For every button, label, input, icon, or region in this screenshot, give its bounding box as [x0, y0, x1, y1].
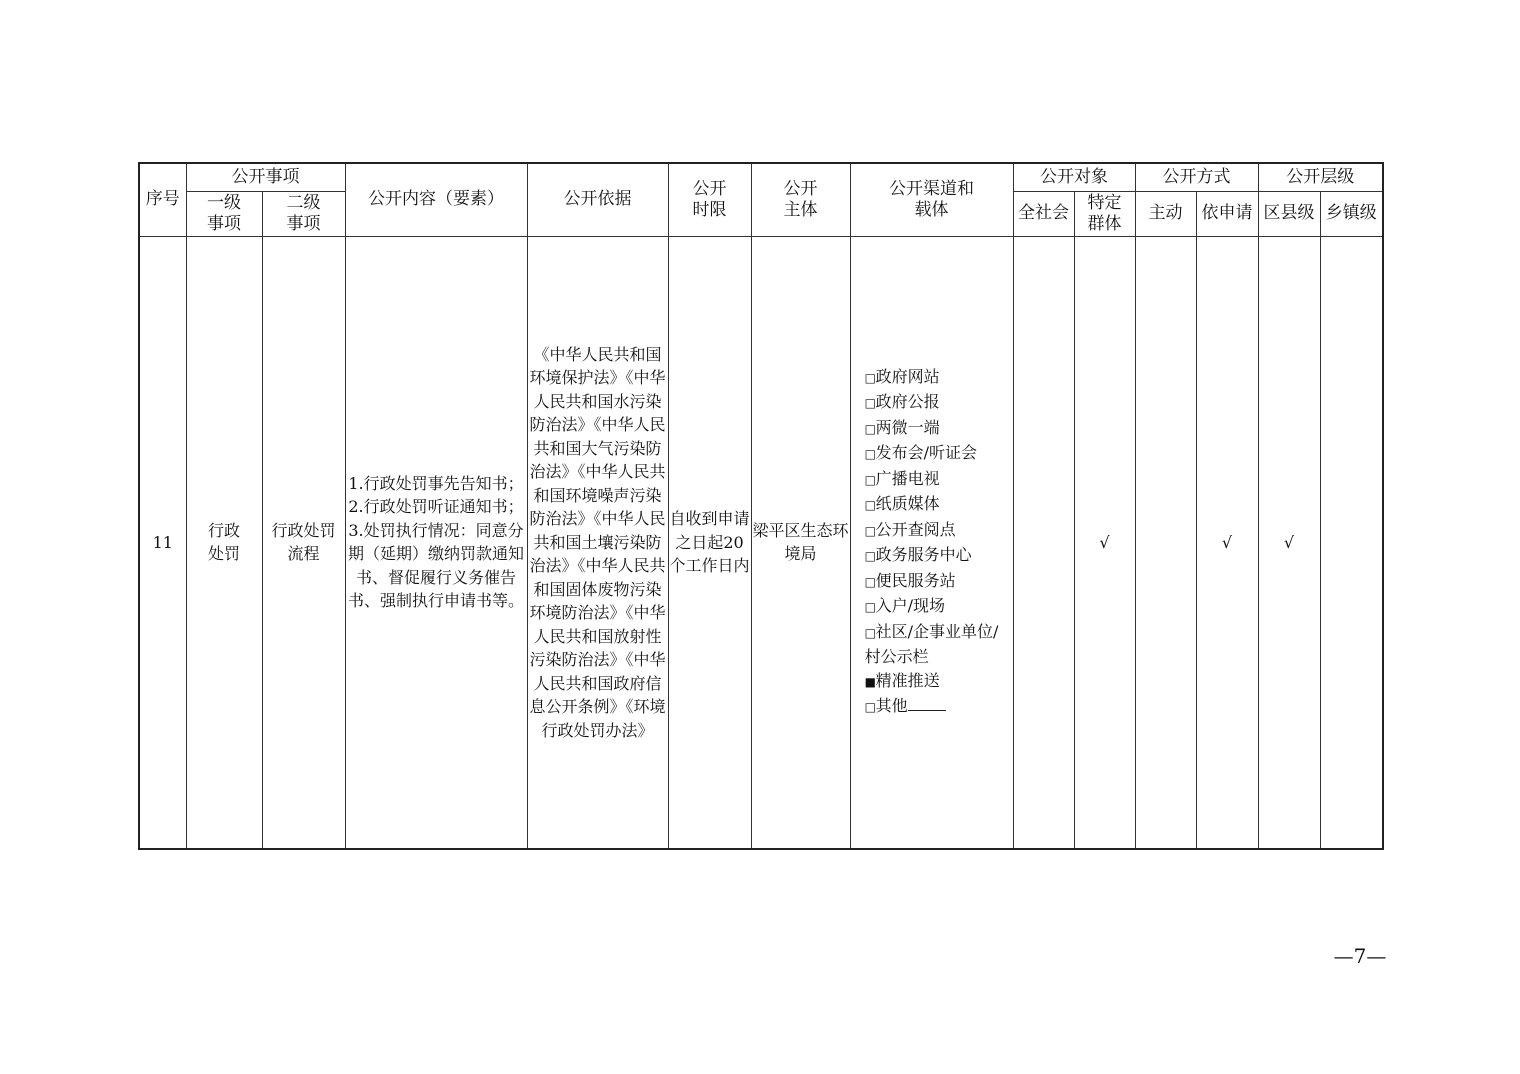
unchecked-box-icon: □	[864, 370, 876, 385]
channel-item	[865, 569, 999, 595]
unchecked-box-icon: □	[864, 700, 876, 715]
channel-label: 纸质媒体	[875, 494, 940, 514]
unchecked-box-icon: □	[864, 600, 876, 615]
channel-item	[865, 543, 999, 569]
channel-label: 入户/现场	[875, 596, 945, 616]
row-level1: 行政 处罚	[186, 236, 262, 849]
unchecked-box-icon: □	[864, 574, 876, 589]
header-level-district: 区县级	[1258, 191, 1320, 236]
header-method-request: 依申请	[1196, 191, 1258, 236]
row-content: 1.行政处罚事先告知书； 2.行政处罚听证通知书； 3.处罚执行情况：同意分期（延期）缴纳罚款通知书、督促履行义务催告书、强制执行申请书等。	[345, 236, 527, 849]
table-row	[139, 236, 1383, 849]
channel-list	[865, 365, 999, 720]
header-item-level1: 一级 事项	[186, 191, 262, 236]
channel-label: 公开查阅点	[875, 519, 956, 539]
fill-in-blank	[908, 696, 946, 711]
channel-item	[865, 620, 999, 646]
channel-label: 两微一端	[875, 417, 940, 437]
channel-label: 其他	[875, 696, 908, 716]
channel-item	[865, 669, 999, 695]
unchecked-box-icon: □	[864, 396, 876, 411]
header-content: 公开内容（要素）	[345, 163, 527, 236]
header-item-group: 公开事项	[186, 163, 345, 191]
channel-label: 精准推送	[875, 670, 940, 690]
header-target-group: 公开对象	[1013, 163, 1135, 191]
header-target-specific: 特定 群体	[1074, 191, 1135, 236]
row-level-township	[1320, 236, 1383, 849]
channel-label: 政府公报	[875, 392, 940, 412]
unchecked-box-icon: □	[864, 498, 876, 513]
header-level-group: 公开层级	[1258, 163, 1383, 191]
row-channels	[850, 236, 1013, 849]
channel-label: 政府网站	[875, 366, 940, 386]
unchecked-box-icon: □	[864, 421, 876, 436]
unchecked-box-icon: □	[864, 523, 876, 538]
checked-box-icon: ■	[864, 674, 876, 689]
row-level-district-check: √	[1258, 236, 1320, 849]
channel-label: 广播电视	[875, 468, 940, 488]
header-method-active: 主动	[1135, 191, 1196, 236]
channel-item	[865, 694, 999, 720]
row-target-all	[1013, 236, 1074, 849]
header-method-group: 公开方式	[1135, 163, 1258, 191]
row-time-limit: 自收到申请之日起20个工作日内	[668, 236, 751, 849]
channel-label: 政务服务中心	[875, 545, 972, 565]
header-subject: 公开 主体	[751, 163, 850, 236]
unchecked-box-icon: □	[864, 625, 876, 640]
channel-item	[865, 441, 999, 467]
header-item-level2: 二级 事项	[262, 191, 345, 236]
header-level-township: 乡镇级	[1320, 191, 1383, 236]
channel-item	[865, 645, 999, 669]
header-target-all: 全社会	[1013, 191, 1074, 236]
row-level2: 行政处罚 流程	[262, 236, 345, 849]
channel-item	[865, 518, 999, 544]
header-seq: 序号	[139, 163, 186, 236]
unchecked-box-icon: □	[864, 447, 876, 462]
channel-item	[865, 365, 999, 391]
channel-item	[865, 594, 999, 620]
row-seq: 11	[139, 236, 186, 849]
channel-label: 便民服务站	[875, 570, 956, 590]
unchecked-box-icon: □	[864, 549, 876, 564]
channel-label: 发布会/听证会	[875, 443, 977, 463]
channel-item	[865, 416, 999, 442]
channel-item	[865, 467, 999, 493]
channel-item	[865, 390, 999, 416]
header-time-limit: 公开 时限	[668, 163, 751, 236]
channel-item	[865, 492, 999, 518]
channel-label: 社区/企事业单位/	[875, 621, 999, 641]
header-channel: 公开渠道和 载体	[850, 163, 1013, 236]
unchecked-box-icon: □	[864, 472, 876, 487]
row-subject: 梁平区生态环境局	[751, 236, 850, 849]
row-method-request-check: √	[1196, 236, 1258, 849]
disclosure-table	[138, 162, 1384, 850]
row-method-active	[1135, 236, 1196, 849]
header-basis: 公开依据	[527, 163, 668, 236]
channel-label: 村公示栏	[864, 647, 929, 667]
row-basis: 《中华人民共和国环境保护法》《中华人民共和国水污染防治法》《中华人民共和国大气污染防治法》《中华人民共和国环境噪声污染防治法》《中华人民共和国土壤污染防治法》《中华人民共和国固体废物污染环境防治法》《中华人民共和国放射性污染防治法》《中华人民共和国政府信息公开条例》《环境行政处罚办法》	[527, 236, 668, 849]
row-target-specific-check: √	[1074, 236, 1135, 849]
page-number: —7—	[1333, 944, 1387, 968]
